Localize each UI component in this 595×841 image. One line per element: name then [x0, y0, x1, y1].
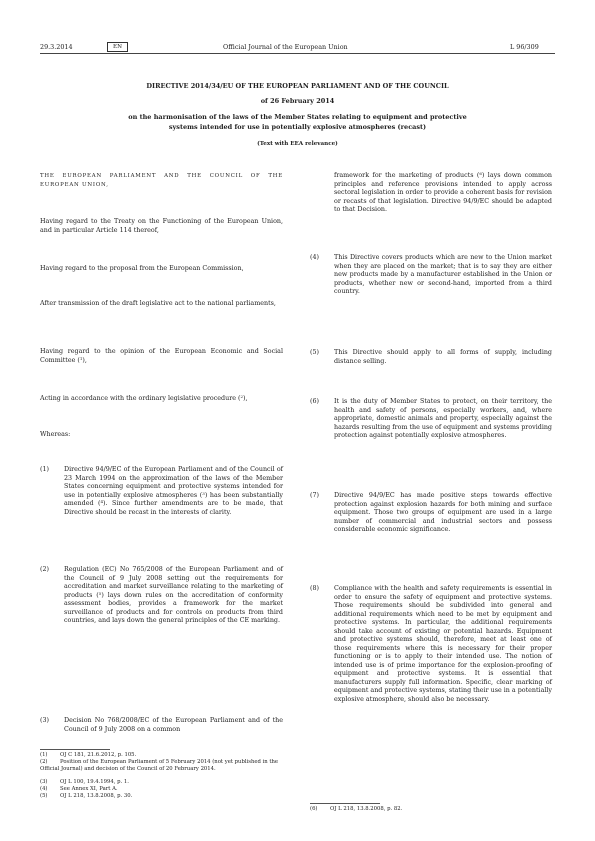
recital-3-continued [334, 172, 552, 215]
recital-4-number: (4) [310, 254, 319, 261]
directive-subject-line1: on the harmonisation of the laws of the Member States relating to equipment and protective [128, 113, 467, 121]
citation-treaty: Having regard to the Treaty on the Functioning of the European Union, and in particular Article 114 thereof, [40, 218, 283, 234]
footnote-ref-6[interactable]: 6 [479, 171, 482, 176]
footnote-text: OJ L 100, 19.4.1994, p. 1. [60, 779, 129, 785]
recital-2-number: (2) [40, 566, 49, 573]
footnote-item [40, 793, 283, 800]
footnote-marker: (4) [40, 786, 48, 792]
footnote-item [40, 759, 283, 773]
footnote-ref-4[interactable]: 4 [100, 499, 104, 504]
recital-1-part2: ) has been substantially amended ( [64, 491, 283, 507]
recital-1-number: (1) [40, 466, 49, 473]
citation-committee-tail: ), [82, 356, 87, 364]
recital-3-number: (3) [40, 717, 49, 724]
recital-5-number: (5) [310, 349, 319, 356]
eea-relevance: (Text with EEA relevance) [257, 141, 338, 147]
footnote-ref-3[interactable]: 3 [202, 490, 205, 496]
language-badge: EN [107, 42, 128, 52]
recital-2-part2: ) lays down rules on the accreditation of conformity assessment bodies, provides a framework for the market surveillance of products and for controls on products from third countries, and lays down the general principles of the CE marking. [64, 591, 283, 624]
recital-1-text [64, 466, 283, 517]
footnote-item [40, 779, 283, 786]
citation-committee [40, 348, 283, 365]
preamble-heading: THE EUROPEAN PARLIAMENT AND THE COUNCIL OF THE EUROPEAN UNION, [40, 173, 283, 188]
recital-6-number: (6) [310, 398, 319, 405]
recital-1-part1: Directive 94/9/EC of the European Parliament and of the Council of 23 March 1994 on the approximation of the laws of the Member States concerning equipment and protective systems intended for use in potentially explosive atmospheres ( [64, 466, 283, 499]
footnote-ref-5[interactable]: 5 [98, 590, 102, 596]
footnote-rule-right [310, 803, 380, 804]
recital-3-text: Decision No 768/2008/EC of the European Parliament and of the Council of 9 July 2008 on a common [64, 717, 283, 733]
directive-date: of 26 February 2014 [260, 97, 335, 105]
whereas-heading: Whereas: [40, 431, 71, 438]
footnote-marker: (3) [40, 779, 48, 785]
recital-6-text: It is the duty of Member States to protect, on their territory, the health and safety of persons, especially workers, and, where appropriate, domestic animals and property, especially against the hazards resulting from the use of equipment and systems providing protection against potentially explosive atmospheres. [334, 398, 552, 439]
footnote-rule-left [40, 749, 110, 750]
page-reference: L 96/309 [510, 43, 539, 51]
footnote-ref-2[interactable]: 2 [240, 394, 244, 399]
footnote-text: Position of the European Parliament of 5 February 2014 (not yet published in the Official Journal) and decision of the Council of 20 February 2014. [40, 759, 279, 772]
citation-procedure [40, 395, 283, 404]
recital-2-part1: Regulation (EC) No 765/2008 of the European Parliament and of the Council of 9 July 2008 setting out the requirements for accreditation and market surveillance relating to the marketing of products ( [64, 566, 283, 599]
recital-1-part3: ). Since further amendments are to be made, that Directive should be recast in the interests of clarity. [64, 500, 283, 516]
footnote-item [40, 752, 283, 759]
recital-8-text: Compliance with the health and safety requirements is essential in order to ensure the safety of equipment and protective systems. Those requirements should be subdivided into general and additional requirements which need to be met by equipment and protective systems. In particular, the additional requirements should take account of existing or potential hazards. Equipment and protective systems should, therefore, meet at least one of those requirements where this is necessary for their proper functioning or is to apply to their intended use. The notion of intended use is of prime importance for the explosion-proofing of equipment and protective systems. It is essential that manufacturers supply full information. Specific, clear marking of equipment and protective systems, stating their use in a potentially explosive atmosphere, should also be necessary. [334, 585, 552, 703]
footnote-ref-1[interactable]: 1 [79, 355, 83, 361]
citation-procedure-tail: ), [243, 395, 248, 402]
footnote-text: OJ C 181, 21.6.2012, p. 105. [60, 752, 137, 758]
recital-2-text [64, 566, 283, 626]
header-rule [40, 53, 555, 54]
footnote-text: See Annex XI, Part A. [60, 786, 118, 792]
recital-7-number: (7) [310, 492, 319, 499]
footnote-marker: (6) [310, 806, 318, 812]
recital-3-cont-part1: framework for the marketing of products ( [334, 172, 480, 179]
footnote-marker: (1) [40, 752, 48, 758]
footnote-marker: (2) [40, 759, 48, 765]
footnote-marker: (5) [40, 793, 48, 799]
footnote-item [40, 786, 283, 793]
recital-3-cont-part2: ) lays down common principles and reference provisions intended to apply across sectoral legislation in order to provide a coherent basis for revision or recasts of that legislation. Directive 94/9/EC should be adapted to that Decision. [334, 172, 552, 213]
directive-subject-line2: systems intended for use in potentially explosive atmospheres (recast) [168, 123, 427, 131]
header-date: 29.3.2014 [40, 43, 73, 51]
recital-5-text: This Directive should apply to all forms of supply, including distance selling. [334, 349, 552, 365]
citation-proposal: Having regard to the proposal from the European Commission, [40, 265, 244, 272]
journal-title: Official Journal of the European Union [223, 43, 348, 51]
footnote-text: OJ L 218, 13.8.2008, p. 82. [330, 806, 403, 812]
citation-procedure-text: Acting in accordance with the ordinary legislative procedure ( [40, 395, 241, 402]
footnote-text: OJ L 218, 13.8.2008, p. 30. [60, 793, 133, 799]
citation-committee-text: Having regard to the opinion of the European Economic and Social Committee ( [40, 348, 283, 364]
citation-transmission: After transmission of the draft legislative act to the national parliaments, [40, 300, 276, 307]
recital-4-text: This Directive covers products which are new to the Union market when they are placed on the market; that is to say they are either new products made by a manufacturer established in the Union or products, whether new or second-hand, imported from a third country. [334, 254, 552, 295]
directive-title: DIRECTIVE 2014/34/EU OF THE EUROPEAN PARLIAMENT AND OF THE COUNCIL [146, 82, 449, 90]
recital-8-number: (8) [310, 585, 319, 592]
recital-7-text: Directive 94/9/EC has made positive steps towards effective protection against explosion hazards for both mining and surface equipment. Those two groups of equipment are used in a large number of commercial and industrial sectors and possess considerable economic significance. [334, 492, 552, 533]
footnote-item [310, 806, 553, 813]
